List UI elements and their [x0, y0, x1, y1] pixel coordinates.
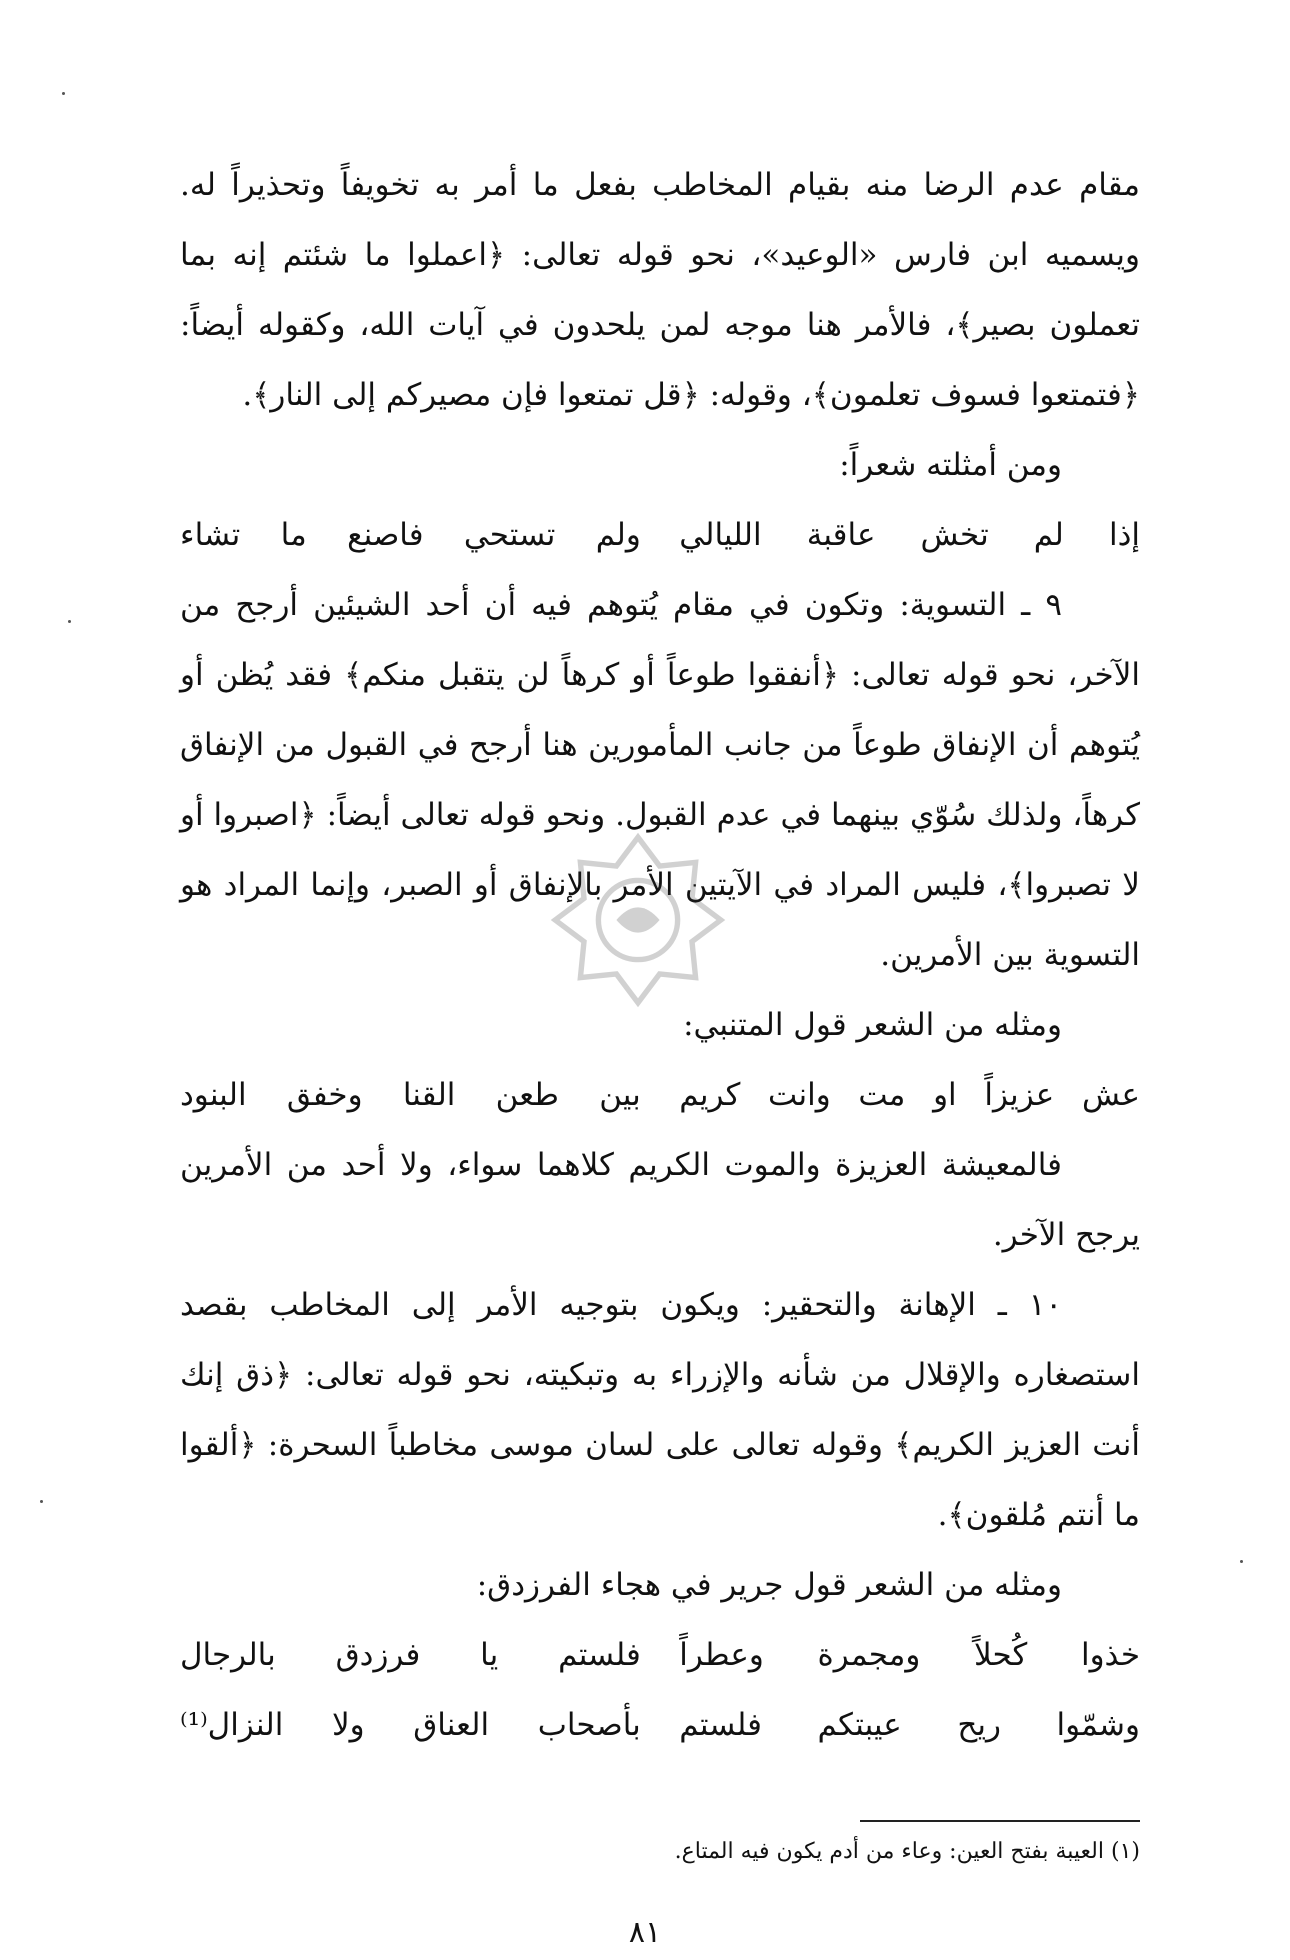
verse-2-second-hemistich: بين طعن القنا وخفق البنود	[180, 1077, 641, 1113]
verse-3	[180, 1620, 1140, 1690]
verse-3-first-hemistich: خذوا كُحلاً ومجمرة وعطراً	[679, 1637, 1140, 1673]
scan-speck	[68, 620, 71, 623]
verse-2-first-hemistich: عش عزيزاً او مت وانت كريم	[679, 1077, 1140, 1113]
scan-speck	[62, 92, 65, 95]
verse-1	[180, 500, 1140, 570]
scan-speck	[40, 1500, 43, 1503]
paragraph-threat: مقام عدم الرضا منه بقيام المخاطب بفعل ما أمر به تخويفاً وتحذيراً له. ويسميه ابن فارس «الوعيد»، نحو قوله تعالى: ﴿اعملوا ما شئتم إنه بما تعملون بصير﴾، فالأمر هنا موجه لمن يلحدون في آيات الله، وكقوله أيضاً: ﴿فتمتعوا فسوف تعلمون﴾، وقوله: ﴿قل تمتعوا فإن مصيركم إلى النار﴾.	[180, 167, 1140, 413]
verse-4-second-hemistich: بأصحاب العناق ولا النزال⁽¹⁾	[180, 1707, 641, 1743]
verse-1-first-hemistich: إذا لم تخش عاقبة الليالي	[679, 517, 1140, 553]
page-number: ٨١	[628, 1915, 662, 1950]
verse-4	[180, 1690, 1140, 1760]
footnote: (١) العيبة بفتح العين: وعاء من أدم يكون فيه المتاع.	[674, 1839, 1140, 1864]
verse-3-second-hemistich: فلستم يا فرزدق بالرجال	[180, 1637, 641, 1673]
paragraph-poetry-intro-3: ومثله من الشعر قول جرير في هجاء الفرزدق:	[476, 1567, 1062, 1603]
scan-speck	[1240, 1560, 1243, 1563]
verse-1-second-hemistich: ولم تستحي فاصنع ما تشاء	[180, 517, 641, 553]
verse-2	[180, 1060, 1140, 1130]
watermark-seal-icon	[548, 830, 728, 1010]
footnote-divider	[860, 1820, 1140, 1822]
paragraph-equality: ٩ ـ التسوية: وتكون في مقام يُتوهم فيه أن أحد الشيئين أرجح من الآخر، نحو قوله تعالى: ﴿أنفقوا طوعاً أو كرهاً لن يتقبل منكم﴾ فقد يُظن أو يُتوهم أن الإنفاق طوعاً من جانب المأمورين هنا أرجح في القبول من الإنفاق كرهاً، ولذلك سُوّي بينهما في عدم القبول. ونحو قوله تعالى أيضاً: ﴿اصبروا أو لا تصبروا﴾، فليس المراد في الآيتين الأمر بالإنفاق أو الصبر، وإنما المراد هو التسوية بين الأمرين.	[180, 587, 1140, 973]
paragraph-poetry-intro-1: ومن أمثلته شعراً:	[839, 447, 1062, 483]
paragraph-poetry-intro-2: ومثله من الشعر قول المتنبي:	[683, 1007, 1062, 1043]
verse-4-first-hemistich: وشمّوا ريح عيبتكم فلستم	[679, 1707, 1140, 1743]
paragraph-contempt: ١٠ ـ الإهانة والتحقير: ويكون بتوجيه الأمر إلى المخاطب بقصد استصغاره والإقلال من شأنه والإزراء به وتبكيته، نحو قوله تعالى: ﴿ذق إنك أنت العزيز الكريم﴾ وقوله تعالى على لسان موسى مخاطباً السحرة: ﴿ألقوا ما أنتم مُلقون﴾.	[180, 1287, 1140, 1533]
paragraph-explanation: فالمعيشة العزيزة والموت الكريم كلاهما سواء، ولا أحد من الأمرين يرجح الآخر.	[180, 1147, 1140, 1253]
